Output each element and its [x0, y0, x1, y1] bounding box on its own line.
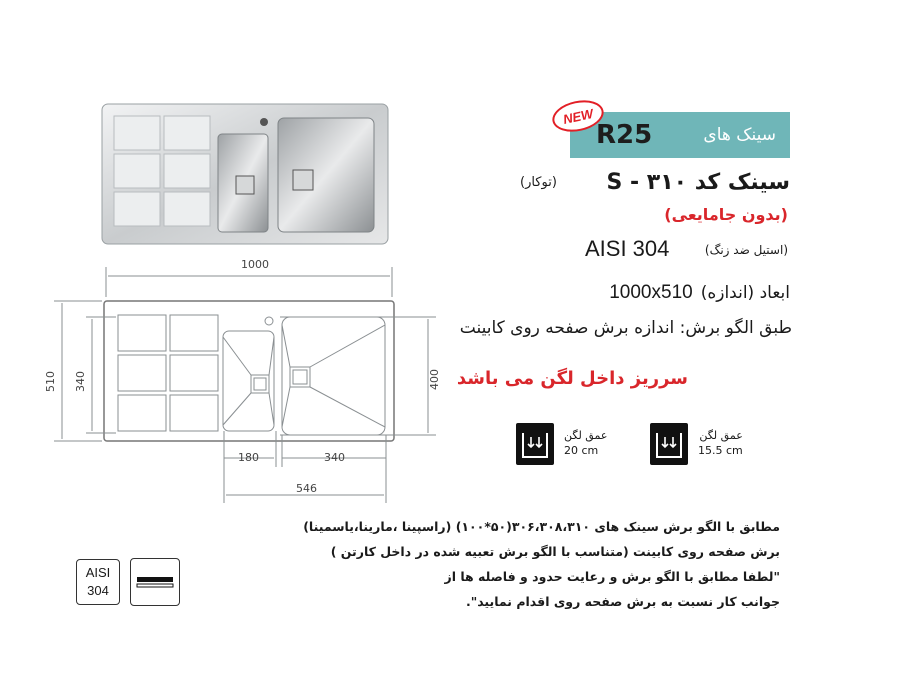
bowl-depth-icon: [516, 423, 554, 465]
mount-type: (توکار): [520, 175, 557, 190]
depth-label: عمق لگن: [699, 429, 743, 442]
series-label: سینک های: [703, 125, 776, 145]
dim-height-inner: 340: [74, 371, 87, 392]
dimensions-row: [609, 282, 790, 304]
dim-small-bowl-width: 180: [238, 451, 259, 464]
aisi-line-1: AISI: [85, 565, 111, 580]
depth-label: عمق لگن: [564, 429, 608, 442]
series-code: R25: [596, 120, 653, 150]
note-line-1: مطابق با الگو برش سینک های ۳۰۶،۳۰۸،۳۱۰(۵۰*۱۰۰) (راسپینا ،مارینا،یاسمینا): [303, 519, 780, 534]
depth-value: 20 cm: [564, 444, 599, 457]
new-tag: NEW: [549, 96, 606, 136]
dim-bowl-height: 400: [428, 369, 441, 390]
dimensions-value: 1000x510: [609, 282, 693, 303]
dimensions-label: ابعاد (اندازه): [700, 283, 790, 303]
depth-item-15: [650, 423, 743, 465]
steel-grade: AISI 304: [585, 236, 670, 261]
depth-value: 15.5 cm: [698, 444, 743, 457]
no-tray-label: (بدون جامایعی): [664, 205, 788, 224]
sink-product-photo: [100, 100, 392, 248]
cut-pattern-text: طبق الگو برش: اندازه برش صفحه روی کابینت: [459, 318, 792, 338]
dim-height-total: 510: [44, 371, 57, 392]
aisi-304-badge: [76, 559, 120, 605]
dim-large-bowl-width: 340: [324, 451, 345, 464]
bowl-depth-icon: [650, 423, 688, 465]
steel-label: (استیل ضد زنگ): [704, 243, 788, 257]
depth-text: [698, 423, 743, 457]
series-badge: [570, 112, 790, 158]
note-line-3: "لطفا مطابق با الگو برش و رعایت حدود و فاصله ها از: [444, 569, 780, 584]
model-line: سینک کد S - ۳۱۰: [606, 170, 790, 195]
dim-width-total: 1000: [241, 258, 269, 271]
flush-mount-icon: [130, 558, 180, 606]
sink-technical-drawing: [50, 255, 460, 510]
note-line-2: برش صفحه روی کابینت (متناسب با الگو برش تعبیه شده در داخل کارتن ): [330, 544, 780, 559]
overflow-note: سرریز داخل لگن می باشد: [456, 368, 688, 389]
dim-bowls-span: 546: [296, 482, 317, 495]
note-line-4: جوانب کار نسبت به برش صفحه روی اقدام نمایید".: [465, 594, 780, 609]
depth-item-20: [516, 423, 607, 465]
aisi-line-2: 304: [87, 583, 109, 598]
depth-text: [564, 423, 607, 457]
